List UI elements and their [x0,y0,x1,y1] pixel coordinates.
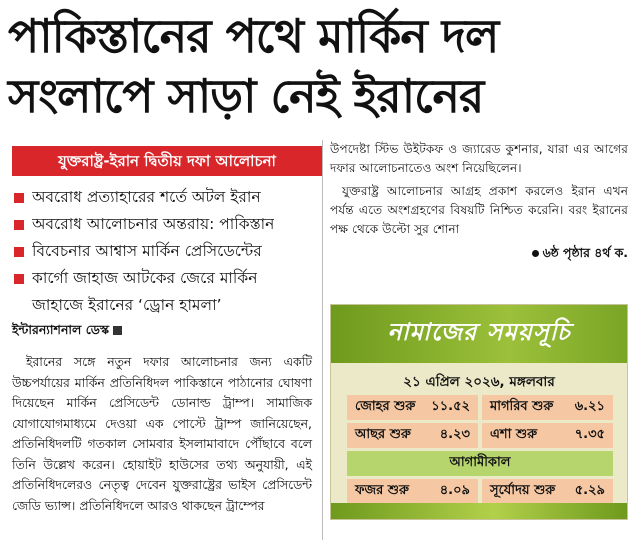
prayer-row [347,479,613,504]
article-body-right [330,140,628,262]
bullet-item: বিবেচনার আশ্বাস মার্কিন প্রেসিডেন্টের [12,238,322,265]
prayer-date: ২১ এপ্রিল ২০২৬, মঙ্গলবার [403,374,555,390]
bullet-square-icon [14,220,24,230]
tomorrow-label: আগামীকাল [347,451,613,476]
article-paragraph: উপদেষ্টা স্টিভ উইটকফ ও জ্যারেড কুশনার, যারা এর আগের দফার আলোচনাতেও অংশ নিয়েছিলেন। [330,142,628,175]
prayer-grid [347,395,613,507]
article-paragraph: ইরানের সঙ্গে নতুন দফার আলোচনার জন্য একটি উচ্চপর্যায়ের মার্কিন প্রতিনিধিদল পাকিস্তানে পাঠানোর ঘোষণা দিয়েছেন মার্কিন প্রেসিডেন্ট ডোনাল্ড ট্রাম্প। সামাজিক যোগাযোগমাধ্যমে দেওয়া এক পোস্টে ট্রাম্প জানিয়েছেন, প্রতিনিধিদলটি গতকাল সোমবার ইসলামাবাদে পৌঁছাবে বলে তিনি উল্লেখ করেন। হোয়াইট হাউসের তথ্য অনুযায়ী, এই প্রতিনিধিদলেরও নেতৃত্ব দেবেন যুক্তরাষ্ট্রের ভাইস প্রেসিডেন্ট জেডি ভ্যান্স। প্রতিনিধিদলে আরও থাকছেন ট্রাম্পের [12,354,312,513]
headline-line-1: পাকিস্তানের পথে মার্কিন দল [8,9,499,63]
prayer-times-title: নামাজের সময়সূচি [387,317,571,346]
article-paragraph: যুক্তরাষ্ট্র আলোচনার আগ্রহ প্রকাশ করলেও ইরান এখন পর্যন্ত এতে অংশগ্রহণের বিষয়টি নিশ্চিত করেনি। বরং ইরানের পক্ষ থেকে উল্টো সুর শোনা [330,184,628,236]
prayer-row [347,395,613,420]
continued-note: ৬ষ্ঠ পৃষ্ঠার ৪র্থ ক. [330,243,628,262]
prayer-row [347,451,613,476]
bullet-square-icon [14,247,24,257]
prayer-cell-sunrise: সূর্যোদয় শুরু ৫.২৯ [482,479,613,504]
headline-line-2: সংলাপে সাড়া নেই ইরানের [8,69,484,123]
prayer-cell-maghrib: মাগরিব শুরু ৬.২১ [482,395,613,420]
prayer-cell-fajr: ফজর শুরু ৪.০৯ [347,479,478,504]
bullet-item: অবরোধ আলোচনার অন্তরায়: পাকিস্তান [12,211,322,238]
bullet-list [12,184,322,319]
prayer-cell-isha: এশা শুরু ৭.৩৫ [482,423,613,448]
prayer-row [347,423,613,448]
bullet-item: অবরোধ প্রত্যাহারের শর্তে অটল ইরান [12,184,322,211]
prayer-cell-asr: আছর শুরু ৪.২৩ [347,423,478,448]
bullet-item: কার্গো জাহাজ আটকের জেরে মার্কিন [12,265,322,292]
bullet-square-icon [14,193,24,203]
article-body-left [12,352,312,516]
prayer-footer-bar [331,503,627,519]
column-divider [322,140,323,540]
bullet-dot-icon [532,250,539,257]
prayer-times-banner [331,305,627,363]
prayer-cell-zuhr: জোহর শুরু ১১.৫২ [347,395,478,420]
bullet-square-icon [14,274,24,284]
byline-desk: ইন্টারন্যাশনাল ডেস্ক [12,322,122,342]
bullet-continuation: জাহাজে ইরানের ‘ড্রোন হামলা’ [32,296,222,314]
prayer-times-box [330,304,628,520]
subhead-banner: যুক্তরাষ্ট্র-ইরান দ্বিতীয় দফা আলোচনা [12,146,322,176]
byline-square-icon [113,326,122,335]
